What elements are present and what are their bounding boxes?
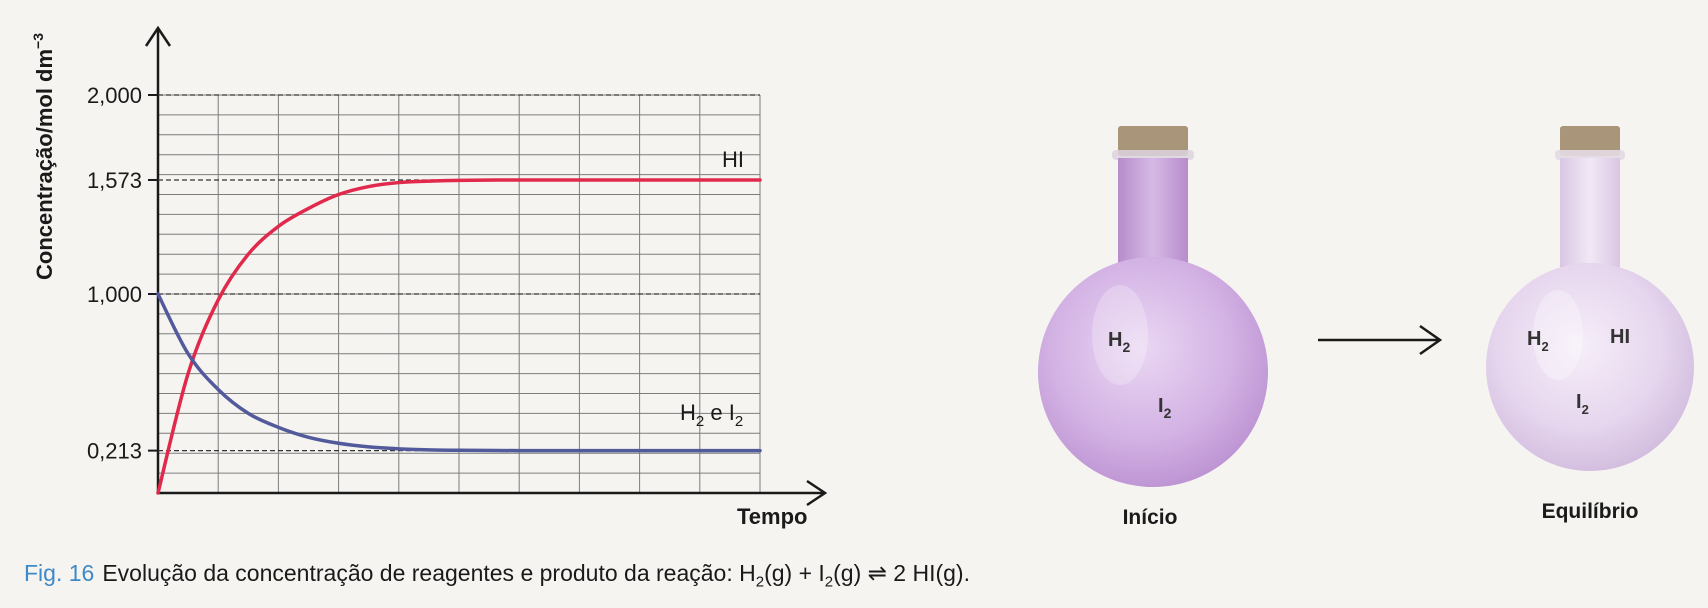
flask-eq-neck <box>1560 158 1620 276</box>
y-tick-label: 2,000 <box>86 83 142 108</box>
flask-eq-hi: HI <box>1610 326 1630 348</box>
flask-start-bulb <box>1038 257 1268 487</box>
caption-text: Evolução da concentração de reagentes e produto da reação: H <box>102 560 756 586</box>
figure-caption: Fig. 16 Evolução da concentração de reagentes e produto da reação: $H_2(g) + I_2(g)$ ⇌ 2 HI(g). <box>24 560 970 591</box>
y-tick-label: 0,213 <box>86 438 142 464</box>
flask-start-i2: $I_2$ <box>1158 395 1172 421</box>
reaction-arrow <box>1318 326 1440 354</box>
figure-number: Fig. 16 <box>24 560 95 586</box>
flask-start <box>1038 126 1268 529</box>
flask-eq-i2: $I_2$ <box>1576 391 1589 417</box>
flask-eq-label: Equilíbrio <box>1541 500 1639 523</box>
flask-start-h2: $H_2$ <box>1108 329 1131 355</box>
flask-eq-bulb <box>1486 263 1694 471</box>
x-axis-title: Tempo <box>737 504 808 529</box>
y-tick-label: 1,573 <box>86 167 142 193</box>
chart-ticks <box>87 83 760 464</box>
flask-start-label: Início <box>1122 506 1178 529</box>
y-axis-title: Concentração/mol $dm^{-3}$ <box>30 32 57 280</box>
series-label-hi: HI <box>722 147 744 172</box>
flask-eq-h2: $H_2$ <box>1527 328 1549 354</box>
y-tick-label: 1,000 <box>86 282 142 307</box>
flask-equilibrium <box>1486 126 1694 523</box>
series-label-h2-i2: $H_2$ e $I_2$ <box>680 400 744 430</box>
concentration-chart <box>30 28 825 529</box>
